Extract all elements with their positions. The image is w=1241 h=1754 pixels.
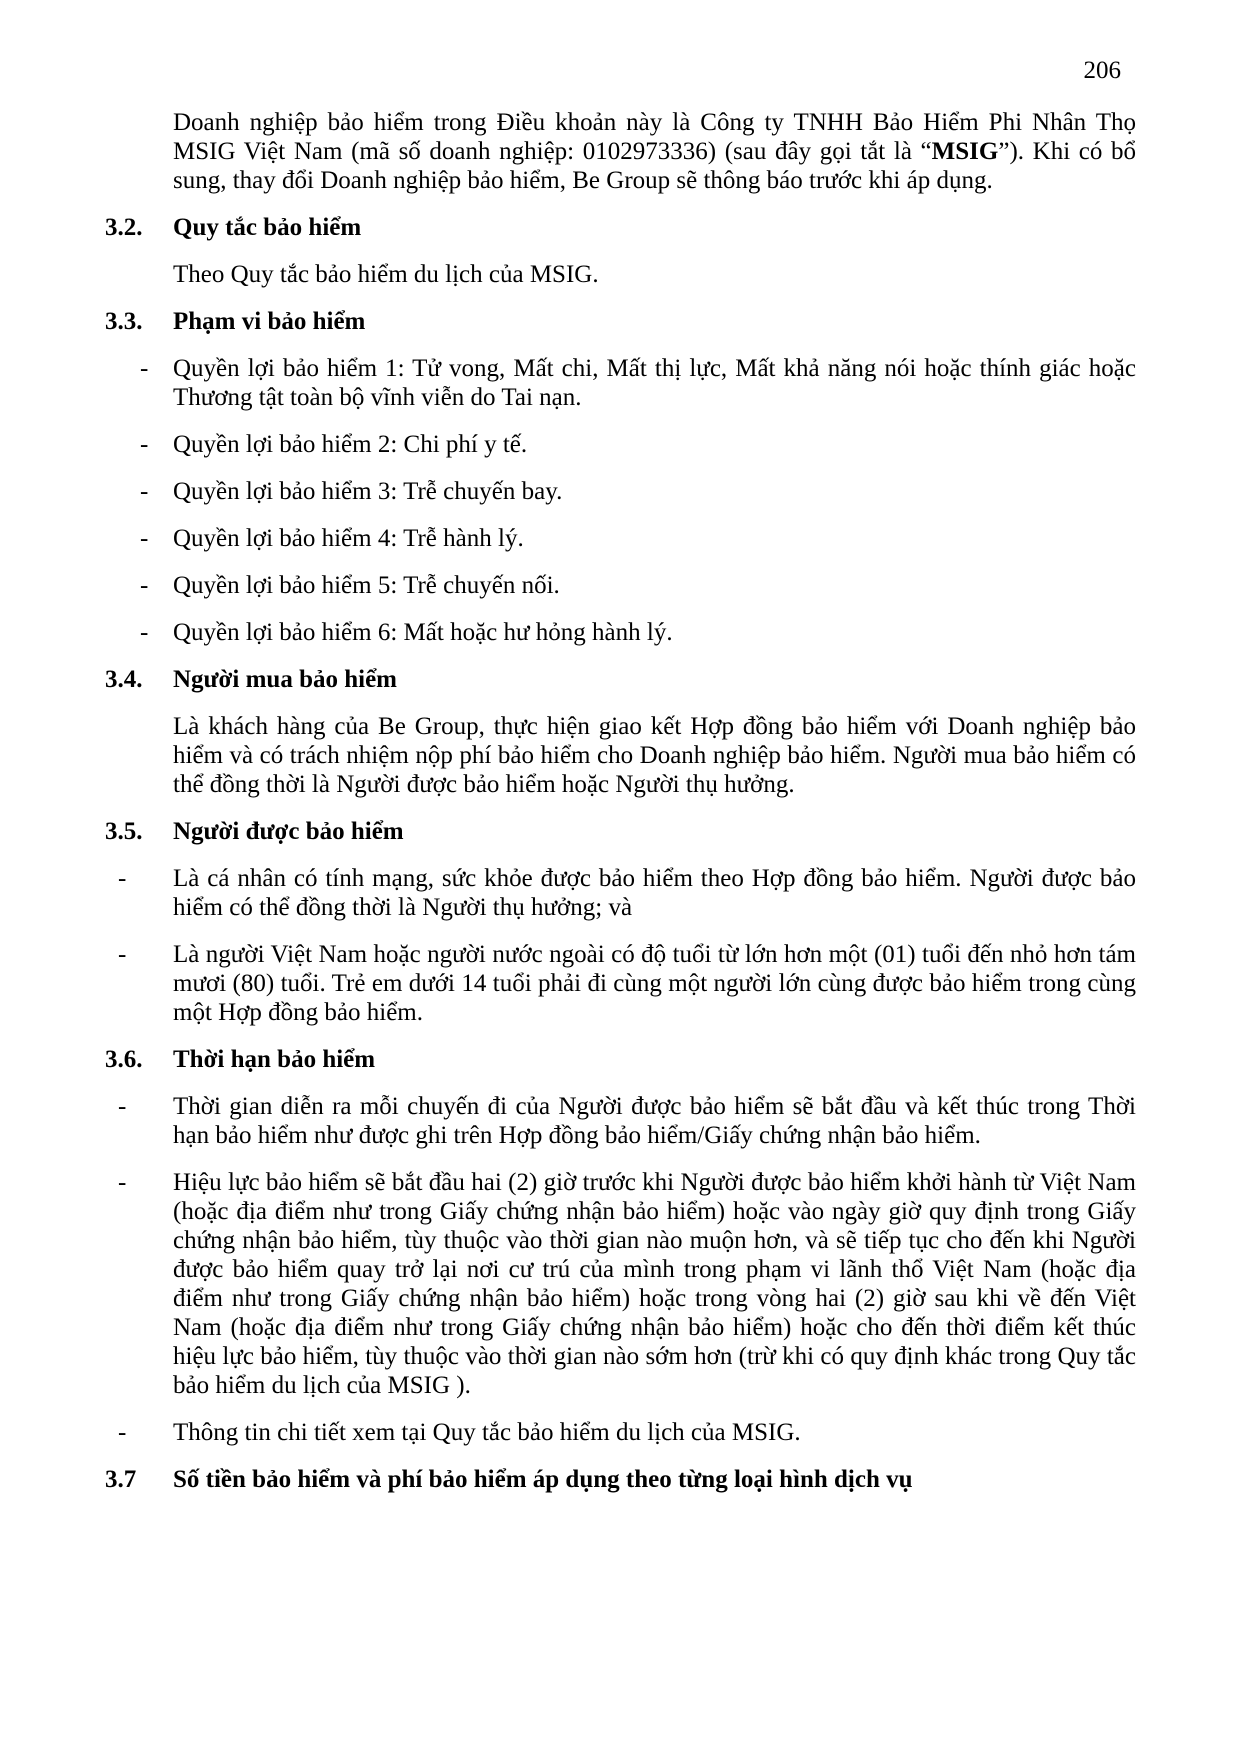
bullet-text: Hiệu lực bảo hiểm sẽ bắt đầu hai (2) giờ trước khi Người được bảo hiểm khởi hành từ Việt Nam (hoặc địa điểm như trong Giấy chứng nhận bảo hiểm) hoặc vào ngày giờ quy định trong Giấy chứng nhận bảo hiểm, tùy thuộc vào thời gian nào muộn hơn, và sẽ tiếp tục cho đến khi Người được bảo hiểm quay trở lại nơi cư trú của mình trong phạm vi lãnh thổ Việt Nam (hoặc địa điểm như trong Giấy chứng nhận bảo hiểm) hoặc trong vòng hai (2) giờ sau khi về đến Việt Nam (hoặc địa điểm như trong Giấy chứng nhận bảo hiểm) hoặc cho đến thời điểm kết thúc hiệu lực bảo hiểm, tùy thuộc vào thời gian nào sớm hơn (trừ khi có quy định khác trong Quy tắc bảo hiểm du lịch của MSIG ). — [173, 1169, 1136, 1399]
bullet-item — [105, 571, 1136, 600]
bullet-text: Quyền lợi bảo hiểm 6: Mất hoặc hư hỏng hành lý. — [173, 619, 673, 646]
section-title: Quy tắc bảo hiểm — [173, 214, 362, 241]
paragraph — [105, 260, 1136, 289]
section-number: 3.7 — [105, 1466, 137, 1493]
bullet-item — [105, 1092, 1136, 1150]
section-title: Người mua bảo hiểm — [173, 666, 397, 693]
page-number: 206 — [1083, 57, 1121, 84]
document-body — [105, 108, 1136, 1512]
section-number: 3.4. — [105, 666, 143, 693]
bullet-dash: - — [140, 572, 149, 599]
bullet-text: Quyền lợi bảo hiểm 1: Tử vong, Mất chi, Mất thị lực, Mất khả năng nói hoặc thính giác hoặc Thương tật toàn bộ vĩnh viễn do Tai nạn. — [173, 355, 1136, 411]
bullet-text: Là cá nhân có tính mạng, sức khỏe được bảo hiểm theo Hợp đồng bảo hiểm. Người được bảo hiểm có thể đồng thời là Người thụ hưởng; và — [173, 865, 1136, 921]
section-title: Số tiền bảo hiểm và phí bảo hiểm áp dụng theo từng loại hình dịch vụ — [173, 1466, 913, 1493]
section-number: 3.3. — [105, 308, 143, 335]
bullet-item — [105, 524, 1136, 553]
bullet-dash: - — [118, 1093, 127, 1120]
bullet-text: Quyền lợi bảo hiểm 2: Chi phí y tế. — [173, 431, 528, 458]
section-heading — [105, 213, 1136, 242]
paragraph-text: Là khách hàng của Be Group, thực hiện giao kết Hợp đồng bảo hiểm với Doanh nghiệp bảo hiểm và có trách nhiệm nộp phí bảo hiểm cho Doanh nghiệp bảo hiểm. Người mua bảo hiểm có thể đồng thời là Người được bảo hiểm hoặc Người thụ hưởng. — [173, 713, 1136, 798]
paragraph-text: ”). Khi có bổ sung, thay đổi Doanh nghiệp bảo hiểm, Be Group sẽ thông báo trước khi áp dụng. — [173, 138, 1136, 194]
section-title: Người được bảo hiểm — [173, 818, 404, 845]
bullet-dash: - — [118, 941, 127, 968]
section-heading — [105, 665, 1136, 694]
bullet-item — [105, 354, 1136, 412]
section-heading — [105, 817, 1136, 846]
section-heading — [105, 307, 1136, 336]
bullet-item — [105, 618, 1136, 647]
section-title: Phạm vi bảo hiểm — [173, 308, 366, 335]
section-number: 3.6. — [105, 1046, 143, 1073]
bullet-item — [105, 1168, 1136, 1400]
bullet-text: Thời gian diễn ra mỗi chuyến đi của Người được bảo hiểm sẽ bắt đầu và kết thúc trong Thời hạn bảo hiểm như được ghi trên Hợp đồng bảo hiểm/Giấy chứng nhận bảo hiểm. — [173, 1093, 1136, 1149]
bullet-item — [105, 864, 1136, 922]
section-heading — [105, 1465, 1136, 1494]
paragraph — [105, 712, 1136, 799]
bullet-text: Thông tin chi tiết xem tại Quy tắc bảo hiểm du lịch của MSIG. — [173, 1419, 801, 1446]
bullet-item — [105, 1418, 1136, 1447]
bullet-dash: - — [118, 1169, 127, 1196]
bullet-dash: - — [118, 865, 127, 892]
paragraph-text: MSIG — [931, 138, 999, 165]
bullet-dash: - — [140, 478, 149, 505]
bullet-dash: - — [140, 525, 149, 552]
bullet-item — [105, 477, 1136, 506]
section-number: 3.2. — [105, 214, 143, 241]
section-title: Thời hạn bảo hiểm — [173, 1046, 376, 1073]
bullet-text: Quyền lợi bảo hiểm 4: Trễ hành lý. — [173, 525, 524, 552]
bullet-item — [105, 430, 1136, 459]
paragraph — [105, 108, 1136, 195]
bullet-dash: - — [140, 619, 149, 646]
bullet-text: Quyền lợi bảo hiểm 3: Trễ chuyến bay. — [173, 478, 563, 505]
section-heading — [105, 1045, 1136, 1074]
bullet-item — [105, 940, 1136, 1027]
paragraph-text: Doanh nghiệp bảo hiểm trong Điều khoản này là Công ty TNHH Bảo Hiểm Phi Nhân Thọ MSIG Việt Nam (mã số doanh nghiệp: 0102973336) (sau đây gọi tắt là “ — [173, 109, 1136, 165]
bullet-text: Quyền lợi bảo hiểm 5: Trễ chuyến nối. — [173, 572, 560, 599]
bullet-text: Là người Việt Nam hoặc người nước ngoài có độ tuổi từ lớn hơn một (01) tuổi đến nhỏ hơn tám mươi (80) tuổi. Trẻ em dưới 14 tuổi phải đi cùng một người lớn cùng được bảo hiểm trong cùng một Hợp đồng bảo hiểm. — [173, 941, 1136, 1026]
bullet-dash: - — [140, 355, 149, 382]
bullet-dash: - — [140, 431, 149, 458]
section-number: 3.5. — [105, 818, 143, 845]
paragraph-text: Theo Quy tắc bảo hiểm du lịch của MSIG. — [173, 261, 599, 288]
bullet-dash: - — [118, 1419, 127, 1446]
